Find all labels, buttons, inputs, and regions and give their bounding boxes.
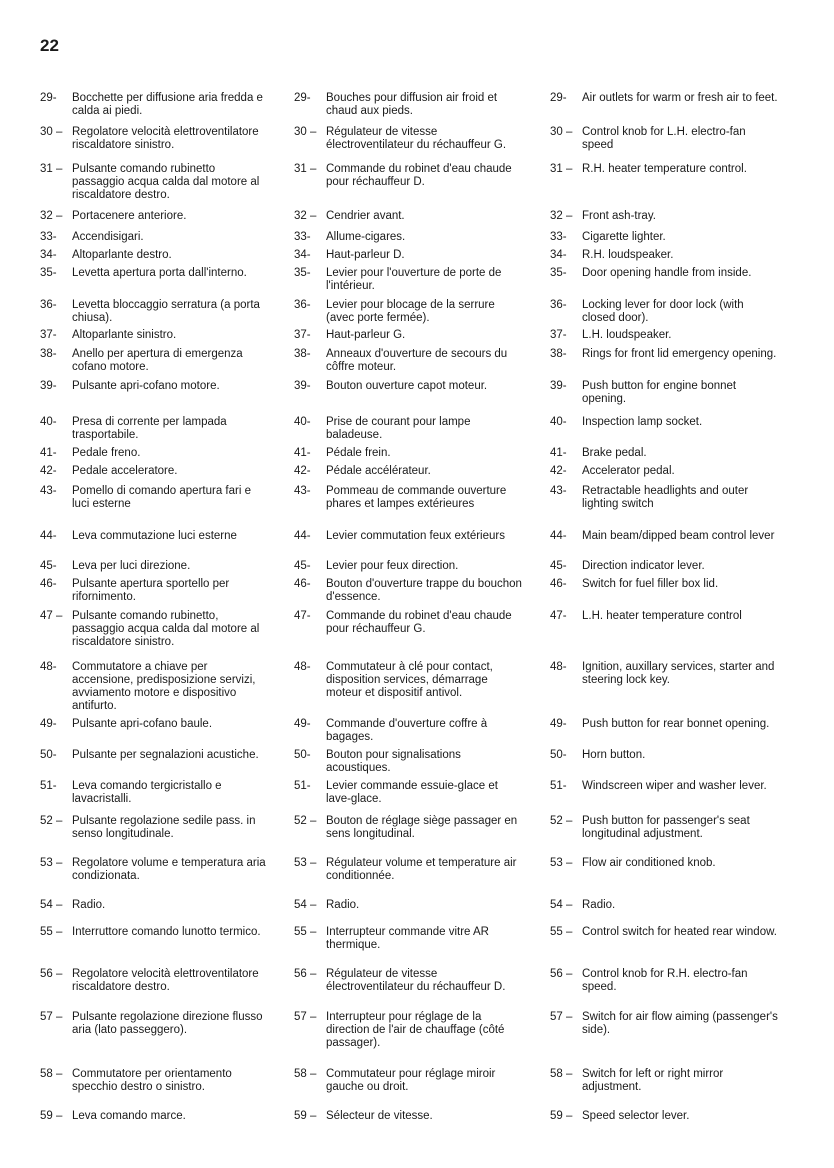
- entry-number: 32 –: [294, 210, 317, 222]
- entry-text: Accelerator pedal.: [582, 465, 675, 477]
- entry-number: 34-: [294, 249, 311, 261]
- entry-text: Bouton de réglage siège passager en sens longitudinal.: [326, 815, 518, 840]
- entry-number: 41-: [40, 447, 57, 459]
- entry-number: 29-: [40, 92, 57, 104]
- fr-entry: [294, 661, 524, 700]
- entry-text: Radio.: [72, 899, 106, 911]
- entry-number: 35-: [550, 267, 567, 279]
- it-entry: [40, 661, 268, 713]
- entry-number: 31 –: [550, 163, 573, 175]
- entry-number: 59 –: [40, 1110, 63, 1122]
- entry-number: 58 –: [550, 1068, 573, 1080]
- entry-number: 54 –: [40, 899, 63, 911]
- entry-text: Leva per luci direzione.: [72, 560, 191, 572]
- en-entry: [550, 610, 780, 623]
- entry-text: Interrupteur pour réglage de la direction de l'air de chauffage (côté passager).: [326, 1011, 505, 1049]
- entry-text: L.H. loudspeaker.: [582, 329, 672, 341]
- entry-number: 58 –: [294, 1068, 317, 1080]
- entry-text: Push button for engine bonnet opening.: [582, 380, 737, 405]
- entry-number: 58 –: [40, 1068, 63, 1080]
- entry-text: Pulsante apri-cofano baule.: [72, 718, 213, 730]
- entry-text: Door opening handle from inside.: [582, 267, 752, 279]
- entry-text: Levier commande essuie-glace et lave-glace.: [326, 780, 498, 805]
- en-entry: [550, 126, 780, 152]
- entry-number: 53 –: [40, 857, 63, 869]
- entry-text: Bouton d'ouverture trappe du bouchon d'essence.: [326, 578, 522, 603]
- entry-number: 36-: [40, 299, 57, 311]
- entry-text: Régulateur volume et temperature air conditionnée.: [326, 857, 517, 882]
- entry-number: 34-: [40, 249, 57, 261]
- it-entry: [40, 1011, 268, 1037]
- fr-entry: [294, 126, 524, 152]
- fr-entry: [294, 416, 524, 442]
- entry-text: Push button for rear bonnet opening.: [582, 718, 770, 730]
- entry-number: 57 –: [550, 1011, 573, 1023]
- entry-number: 52 –: [40, 815, 63, 827]
- en-entry: [550, 749, 780, 762]
- en-entry: [550, 1011, 780, 1037]
- entry-number: 29-: [294, 92, 311, 104]
- entry-text: Regolatore velocità elettroventilatore riscaldatore sinistro.: [72, 126, 259, 151]
- entry-text: Interruttore comando lunotto termico.: [72, 926, 261, 938]
- entry-text: Interrupteur commande vitre AR thermique.: [326, 926, 489, 951]
- fr-entry: [294, 1068, 524, 1094]
- en-entry: [550, 348, 780, 361]
- en-entry: [550, 926, 780, 939]
- entry-text: Levier pour blocage de la serrure (avec porte fermée).: [326, 299, 495, 324]
- fr-entry: [294, 815, 524, 841]
- entry-text: Control switch for heated rear window.: [582, 926, 777, 938]
- it-entry: [40, 249, 268, 262]
- it-entry: [40, 899, 268, 912]
- en-entry: [550, 485, 780, 511]
- it-entry: [40, 780, 268, 806]
- fr-entry: [294, 329, 524, 342]
- entry-text: Sélecteur de vitesse.: [326, 1110, 433, 1122]
- entry-text: Pédale frein.: [326, 447, 391, 459]
- fr-entry: [294, 560, 524, 573]
- fr-entry: [294, 380, 524, 393]
- entry-number: 44-: [294, 530, 311, 542]
- entry-number: 56 –: [40, 968, 63, 980]
- entry-number: 55 –: [550, 926, 573, 938]
- it-entry: [40, 231, 268, 244]
- entry-text: Leva comando marce.: [72, 1110, 186, 1122]
- entry-number: 41-: [550, 447, 567, 459]
- entry-text: Pulsante apertura sportello per rifornimento.: [72, 578, 230, 603]
- en-entry: [550, 530, 780, 543]
- fr-entry: [294, 899, 524, 912]
- entry-number: 40-: [40, 416, 57, 428]
- it-entry: [40, 210, 268, 223]
- entry-text: Pulsante regolazione sedile pass. in senso longitudinale.: [72, 815, 256, 840]
- entry-number: 38-: [40, 348, 57, 360]
- entry-number: 33-: [40, 231, 57, 243]
- fr-entry: [294, 92, 524, 118]
- it-entry: [40, 578, 268, 604]
- entry-text: Leva commutazione luci esterne: [72, 530, 237, 542]
- entry-text: Commutateur pour réglage miroir gauche ou droit.: [326, 1068, 496, 1093]
- entry-text: Commande du robinet d'eau chaude pour réchauffeur D.: [326, 163, 512, 188]
- entry-number: 59 –: [550, 1110, 573, 1122]
- entry-text: Levier pour feux direction.: [326, 560, 459, 572]
- it-entry: [40, 530, 268, 543]
- en-entry: [550, 1110, 780, 1123]
- entry-text: Ignition, auxillary services, starter and steering lock key.: [582, 661, 775, 686]
- it-entry: [40, 968, 268, 994]
- entry-text: Presa di corrente per lampada trasportabile.: [72, 416, 227, 441]
- entry-number: 49-: [294, 718, 311, 730]
- entry-number: 50-: [40, 749, 57, 761]
- fr-entry: [294, 530, 524, 543]
- it-entry: [40, 718, 268, 731]
- entry-text: Commande d'ouverture coffre à bagages.: [326, 718, 488, 743]
- entry-number: 43-: [550, 485, 567, 497]
- fr-entry: [294, 465, 524, 478]
- entry-number: 59 –: [294, 1110, 317, 1122]
- entry-number: 48-: [294, 661, 311, 673]
- entry-number: 31 –: [294, 163, 317, 175]
- entry-text: Horn button.: [582, 749, 646, 761]
- entry-number: 37-: [40, 329, 57, 341]
- entry-text: Leva comando tergicristallo e lavacristalli.: [72, 780, 222, 805]
- fr-entry: [294, 231, 524, 244]
- entry-number: 36-: [550, 299, 567, 311]
- fr-entry: [294, 210, 524, 223]
- entry-text: Pédale accélérateur.: [326, 465, 431, 477]
- entry-number: 35-: [40, 267, 57, 279]
- entry-text: Inspection lamp socket.: [582, 416, 703, 428]
- entry-number: 48-: [40, 661, 57, 673]
- entry-number: 35-: [294, 267, 311, 279]
- entry-number: 50-: [550, 749, 567, 761]
- fr-entry: [294, 485, 524, 511]
- fr-entry: [294, 299, 524, 325]
- entry-number: 51-: [40, 780, 57, 792]
- entry-text: Commutatore a chiave per accensione, predisposizione servizi, avviamento motore e dispositivo antifurto.: [72, 661, 256, 712]
- en-entry: [550, 447, 780, 460]
- en-entry: [550, 815, 780, 841]
- entry-number: 52 –: [550, 815, 573, 827]
- entry-number: 39-: [294, 380, 311, 392]
- en-entry: [550, 899, 780, 912]
- entry-text: R.H. loudspeaker.: [582, 249, 674, 261]
- entry-text: Levier commutation feux extérieurs: [326, 530, 505, 542]
- entry-number: 54 –: [550, 899, 573, 911]
- entry-number: 37-: [294, 329, 311, 341]
- en-entry: [550, 560, 780, 573]
- entry-text: Allume-cigares.: [326, 231, 406, 243]
- entry-text: Commutatore per orientamento specchio destro o sinistro.: [72, 1068, 232, 1093]
- entry-text: Accendisigari.: [72, 231, 144, 243]
- entry-text: Commutateur à clé pour contact, disposition services, démarrage moteur et dispositif antivol.: [326, 661, 493, 699]
- entry-number: 50-: [294, 749, 311, 761]
- it-entry: [40, 126, 268, 152]
- en-entry: [550, 968, 780, 994]
- fr-entry: [294, 163, 524, 189]
- entry-number: 44-: [550, 530, 567, 542]
- entry-text: Control knob for L.H. electro-fan speed: [582, 126, 746, 151]
- entry-text: Altoparlante destro.: [72, 249, 172, 261]
- it-entry: [40, 815, 268, 841]
- entry-text: Radio.: [326, 899, 360, 911]
- page-number: 22: [40, 36, 59, 55]
- en-entry: [550, 718, 780, 731]
- it-entry: [40, 926, 268, 939]
- entry-number: 51-: [294, 780, 311, 792]
- entry-text: Pedale freno.: [72, 447, 141, 459]
- entry-text: Retractable headlights and outer lighting switch: [582, 485, 749, 510]
- entry-text: Brake pedal.: [582, 447, 647, 459]
- entry-text: Regolatore velocità elettroventilatore riscaldatore destro.: [72, 968, 259, 993]
- entry-text: Cendrier avant.: [326, 210, 405, 222]
- entry-number: 30 –: [294, 126, 317, 138]
- en-entry: [550, 299, 780, 325]
- it-entry: [40, 380, 268, 393]
- entry-number: 47-: [294, 610, 311, 622]
- it-entry: [40, 267, 268, 280]
- entry-number: 55 –: [294, 926, 317, 938]
- fr-entry: [294, 267, 524, 293]
- en-entry: [550, 92, 780, 105]
- entry-number: 54 –: [294, 899, 317, 911]
- entry-number: 32 –: [550, 210, 573, 222]
- entry-text: Altoparlante sinistro.: [72, 329, 177, 341]
- entry-text: Anello per apertura di emergenza cofano motore.: [72, 348, 243, 373]
- en-entry: [550, 857, 780, 870]
- entry-text: Locking lever for door lock (with closed door).: [582, 299, 744, 324]
- entry-number: 57 –: [40, 1011, 63, 1023]
- entry-number: 55 –: [40, 926, 63, 938]
- it-entry: [40, 447, 268, 460]
- fr-entry: [294, 857, 524, 883]
- entry-text: Anneaux d'ouverture de secours du côffre moteur.: [326, 348, 508, 373]
- entry-number: 33-: [550, 231, 567, 243]
- entry-number: 44-: [40, 530, 57, 542]
- entry-text: Haut-parleur G.: [326, 329, 406, 341]
- entry-number: 46-: [40, 578, 57, 590]
- it-entry: [40, 329, 268, 342]
- en-entry: [550, 416, 780, 429]
- entry-number: 31 –: [40, 163, 63, 175]
- entry-number: 41-: [294, 447, 311, 459]
- it-entry: [40, 560, 268, 573]
- entry-number: 37-: [550, 329, 567, 341]
- entry-number: 46-: [550, 578, 567, 590]
- entry-text: Rings for front lid emergency opening.: [582, 348, 777, 360]
- it-entry: [40, 299, 268, 325]
- it-entry: [40, 92, 268, 118]
- en-entry: [550, 578, 780, 591]
- entry-number: 49-: [550, 718, 567, 730]
- entry-number: 33-: [294, 231, 311, 243]
- it-entry: [40, 348, 268, 374]
- entry-number: 42-: [550, 465, 567, 477]
- it-entry: [40, 749, 268, 762]
- entry-text: Front ash-tray.: [582, 210, 656, 222]
- entry-text: Switch for air flow aiming (passenger's side).: [582, 1011, 778, 1036]
- fr-entry: [294, 249, 524, 262]
- entry-text: Bouton ouverture capot moteur.: [326, 380, 488, 392]
- en-entry: [550, 231, 780, 244]
- fr-entry: [294, 348, 524, 374]
- entry-text: Cigarette lighter.: [582, 231, 666, 243]
- it-entry: [40, 1068, 268, 1094]
- en-entry: [550, 1068, 780, 1094]
- entry-text: Flow air conditioned knob.: [582, 857, 716, 869]
- fr-entry: [294, 447, 524, 460]
- it-entry: [40, 465, 268, 478]
- entry-number: 40-: [550, 416, 567, 428]
- en-entry: [550, 163, 780, 176]
- entry-text: Air outlets for warm or fresh air to feet.: [582, 92, 778, 104]
- entry-text: L.H. heater temperature control: [582, 610, 742, 622]
- entry-text: Direction indicator lever.: [582, 560, 705, 572]
- entry-text: Radio.: [582, 899, 616, 911]
- entry-number: 38-: [550, 348, 567, 360]
- entry-text: Regolatore volume e temperatura aria condizionata.: [72, 857, 266, 882]
- entry-text: Switch for left or right mirror adjustment.: [582, 1068, 724, 1093]
- entry-text: Push button for passenger's seat longitudinal adjustment.: [582, 815, 750, 840]
- entry-text: Pulsante comando rubinetto, passaggio acqua calda dal motore al riscaldatore sinistro.: [72, 610, 260, 648]
- en-entry: [550, 465, 780, 478]
- entry-text: Prise de courant pour lampe baladeuse.: [326, 416, 471, 441]
- entry-text: Pulsante apri-cofano motore.: [72, 380, 220, 392]
- it-entry: [40, 163, 268, 202]
- entry-number: 42-: [40, 465, 57, 477]
- entry-number: 36-: [294, 299, 311, 311]
- entry-text: Pulsante per segnalazioni acustiche.: [72, 749, 259, 761]
- fr-entry: [294, 780, 524, 806]
- entry-number: 43-: [40, 485, 57, 497]
- fr-entry: [294, 749, 524, 775]
- entry-number: 56 –: [550, 968, 573, 980]
- entry-number: 53 –: [294, 857, 317, 869]
- entry-text: Pulsante regolazione direzione flusso aria (lato passeggero).: [72, 1011, 263, 1036]
- fr-entry: [294, 1110, 524, 1123]
- fr-entry: [294, 968, 524, 994]
- entry-number: 47-: [550, 610, 567, 622]
- entry-text: Haut-parleur D.: [326, 249, 405, 261]
- entry-text: R.H. heater temperature control.: [582, 163, 747, 175]
- entry-text: Régulateur de vitesse électroventilateur du réchauffeur D.: [326, 968, 506, 993]
- en-entry: [550, 380, 780, 406]
- fr-entry: [294, 1011, 524, 1050]
- entry-number: 45-: [550, 560, 567, 572]
- entry-number: 39-: [550, 380, 567, 392]
- entry-number: 51-: [550, 780, 567, 792]
- entry-number: 47 –: [40, 610, 63, 622]
- entry-number: 46-: [294, 578, 311, 590]
- it-entry: [40, 416, 268, 442]
- entry-text: Pommeau de commande ouverture phares et lampes extérieures: [326, 485, 507, 510]
- entry-number: 45-: [40, 560, 57, 572]
- en-entry: [550, 661, 780, 687]
- en-entry: [550, 210, 780, 223]
- en-entry: [550, 267, 780, 280]
- entry-number: 49-: [40, 718, 57, 730]
- entry-text: Main beam/dipped beam control lever: [582, 530, 775, 542]
- entry-text: Speed selector lever.: [582, 1110, 690, 1122]
- fr-entry: [294, 718, 524, 744]
- entry-text: Bouton pour signalisations acoustiques.: [326, 749, 461, 774]
- entry-number: 43-: [294, 485, 311, 497]
- fr-entry: [294, 926, 524, 952]
- entry-number: 30 –: [40, 126, 63, 138]
- entry-number: 38-: [294, 348, 311, 360]
- fr-entry: [294, 610, 524, 636]
- en-entry: [550, 329, 780, 342]
- entry-text: Levetta bloccaggio serratura (a porta chiusa).: [72, 299, 260, 324]
- entry-text: Levetta apertura porta dall'interno.: [72, 267, 247, 279]
- entry-text: Pomello di comando apertura fari e luci esterne: [72, 485, 251, 510]
- it-entry: [40, 1110, 268, 1123]
- entry-text: Commande du robinet d'eau chaude pour réchauffeur G.: [326, 610, 512, 635]
- entry-number: 53 –: [550, 857, 573, 869]
- en-entry: [550, 780, 780, 793]
- entry-text: Windscreen wiper and washer lever.: [582, 780, 767, 792]
- entry-number: 29-: [550, 92, 567, 104]
- entry-text: Régulateur de vitesse électroventilateur du réchauffeur G.: [326, 126, 507, 151]
- entry-text: Bouches pour diffusion air froid et chaud aux pieds.: [326, 92, 498, 117]
- entry-number: 34-: [550, 249, 567, 261]
- entry-text: Pulsante comando rubinetto passaggio acqua calda dal motore al riscaldatore destro.: [72, 163, 260, 201]
- entry-number: 52 –: [294, 815, 317, 827]
- entry-text: Levier pour l'ouverture de porte de l'intérieur.: [326, 267, 502, 292]
- it-entry: [40, 610, 268, 649]
- fr-entry: [294, 578, 524, 604]
- it-entry: [40, 857, 268, 883]
- entry-number: 48-: [550, 661, 567, 673]
- entry-text: Pedale acceleratore.: [72, 465, 178, 477]
- entry-number: 45-: [294, 560, 311, 572]
- entry-number: 40-: [294, 416, 311, 428]
- entry-number: 39-: [40, 380, 57, 392]
- it-entry: [40, 485, 268, 511]
- entry-text: Portacenere anteriore.: [72, 210, 187, 222]
- entry-number: 32 –: [40, 210, 63, 222]
- entry-text: Control knob for R.H. electro-fan speed.: [582, 968, 748, 993]
- entry-number: 57 –: [294, 1011, 317, 1023]
- entry-number: 56 –: [294, 968, 317, 980]
- entry-number: 30 –: [550, 126, 573, 138]
- entry-text: Bocchette per diffusione aria fredda e calda ai piedi.: [72, 92, 263, 117]
- entry-number: 42-: [294, 465, 311, 477]
- en-entry: [550, 249, 780, 262]
- entry-text: Switch for fuel filler box lid.: [582, 578, 719, 590]
